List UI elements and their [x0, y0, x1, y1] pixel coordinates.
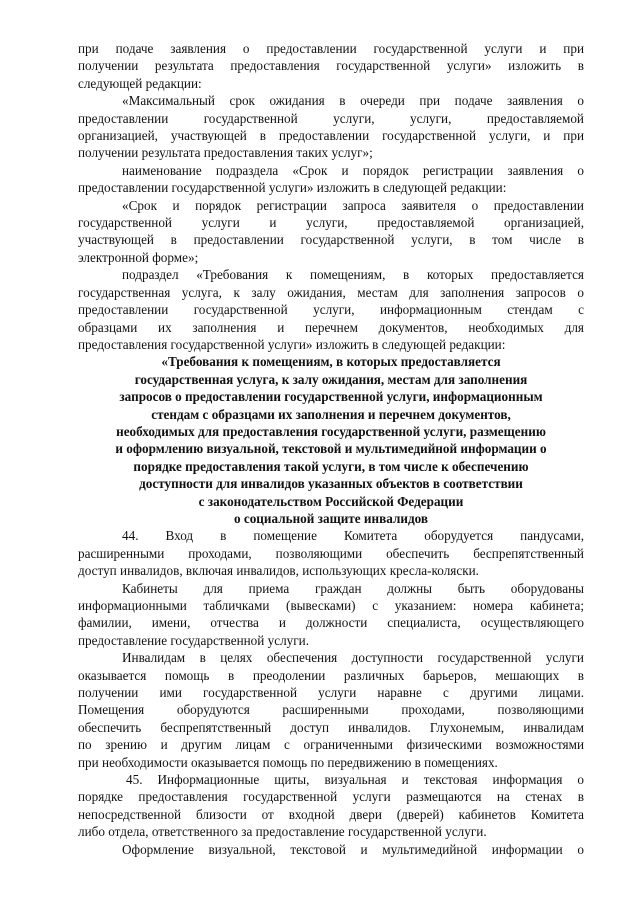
- paragraph-subsection-name: [78, 162, 584, 197]
- text-line: получении результата предоставления таких услуг»;: [78, 145, 373, 161]
- paragraph-continuation: [78, 40, 584, 92]
- paragraph-item-45: [78, 771, 584, 841]
- heading-line: доступности для инвалидов указанных объектов в соответствии: [139, 476, 523, 492]
- heading-line: государственная услуга, к залу ожидания, местам для заполнения: [134, 371, 528, 387]
- text-line: предоставление государственной услуги.: [78, 632, 310, 648]
- text-line: расширенными проходами, позволяющими обеспечить беспрепятственный: [78, 545, 584, 561]
- text-line: наименование подраздела «Срок и порядок регистрации заявления о: [122, 162, 584, 178]
- text-line: 44. Вход в помещение Комитета оборудуется пандусами,: [122, 528, 584, 544]
- section-heading: [78, 353, 584, 527]
- text-line: фамилии, имени, отчества и должности специалиста, осуществляющего: [78, 615, 584, 631]
- paragraph-item-44: [78, 527, 584, 579]
- text-line: непосредственной близости от входной двери (дверей) кабинетов Комитета: [78, 806, 584, 822]
- text-line: Кабинеты для приема граждан должны быть оборудованы: [122, 580, 584, 596]
- text-line: при подаче заявления о предоставлении государственной услуги и при: [78, 41, 584, 56]
- heading-line: запросов о предоставлении государственной услуги, информационным: [119, 389, 543, 405]
- text-line: получении ими государственной услуги наравне с другими лицами.: [78, 685, 584, 701]
- heading-line: необходимых для предоставления государственной услуги, размещению: [116, 423, 546, 439]
- heading-line: стендам с образцами их заполнения и перечнем документов,: [151, 406, 511, 422]
- paragraph-design-info: [78, 841, 584, 858]
- heading-line: о социальной защите инвалидов: [233, 510, 429, 526]
- text-line: обеспечить беспрепятственный доступ инвалидов. Глухонемым, инвалидам: [78, 719, 584, 735]
- text-line: «Максимальный срок ожидания в очереди при подаче заявления о: [122, 93, 584, 109]
- text-line: при необходимости оказывается помощь по передвижению в помещениях.: [78, 754, 498, 770]
- text-line: электронной форме»;: [78, 249, 199, 265]
- text-line: Оформление визуальной, текстовой и мультимедийной информации о: [122, 841, 584, 857]
- text-line: «Срок и порядок регистрации запроса заявителя о предоставлении: [122, 197, 584, 213]
- text-line: получении результата предоставления государственной услуги» изложить в: [78, 58, 584, 74]
- text-line: государственная услуга, к залу ожидания, местам для заполнения запросов о: [78, 284, 584, 300]
- text-line: образцами их заполнения и перечнем документов, необходимых для: [78, 319, 584, 335]
- text-line: информационными табличками (вывесками) с указанием: номера кабинета;: [78, 598, 584, 613]
- text-line: государственной услуги и услуги, предоставляемой организацией,: [78, 215, 584, 231]
- paragraph-max-wait-time: [78, 92, 584, 162]
- document-page: [78, 40, 584, 858]
- paragraph-premises-subsection: [78, 266, 584, 353]
- text-line: доступ инвалидов, включая инвалидов, использующих кресла-коляски.: [78, 563, 479, 579]
- paragraph-disabled-assistance: [78, 649, 584, 771]
- heading-line: «Требования к помещениям, в которых предоставляется: [161, 354, 501, 370]
- heading-line: порядке предоставления такой услуги, в том числе к обеспечению: [133, 458, 529, 474]
- text-line: либо отдела, ответственного за предоставление государственной услуги.: [78, 824, 487, 840]
- heading-line: и оформлению визуальной, текстовой и мультимедийной информации о: [115, 441, 547, 457]
- text-line: следующей редакции:: [78, 75, 202, 91]
- text-line: 45. Информационные щиты, визуальная и текстовая информация о: [126, 772, 584, 788]
- text-line: предоставления государственной услуги» изложить в следующей редакции:: [78, 336, 506, 352]
- text-line: Помещения оборудуются расширенными проходами, позволяющими: [78, 702, 584, 718]
- text-line: участвующей в предоставлении государственной услуги, в том числе в: [78, 232, 584, 248]
- text-line: предоставлении государственной услуги, информационным стендам с: [78, 302, 584, 318]
- text-line: предоставлении государственной услуги» изложить в следующей редакции:: [78, 180, 507, 196]
- paragraph-cabinets: [78, 580, 584, 650]
- text-line: Инвалидам в целях обеспечения доступности государственной услуги: [122, 650, 584, 666]
- text-line: предоставлении государственной услуги, услуги, предоставляемой: [78, 110, 584, 126]
- text-line: организацией, участвующей в предоставлении государственной услуги, и при: [78, 128, 584, 144]
- paragraph-registration-term: [78, 197, 584, 267]
- text-line: по зрению и другим лицам с ограниченными физическими возможностями: [78, 737, 584, 753]
- text-line: подраздел «Требования к помещениям, в которых предоставляется: [122, 267, 584, 283]
- text-line: оказывается помощь в преодолении различных барьеров, мешающих в: [78, 667, 584, 683]
- heading-line: с законодательством Российской Федерации: [198, 493, 464, 509]
- text-line: порядке предоставления государственной услуги размещаются на стенах в: [78, 789, 584, 805]
